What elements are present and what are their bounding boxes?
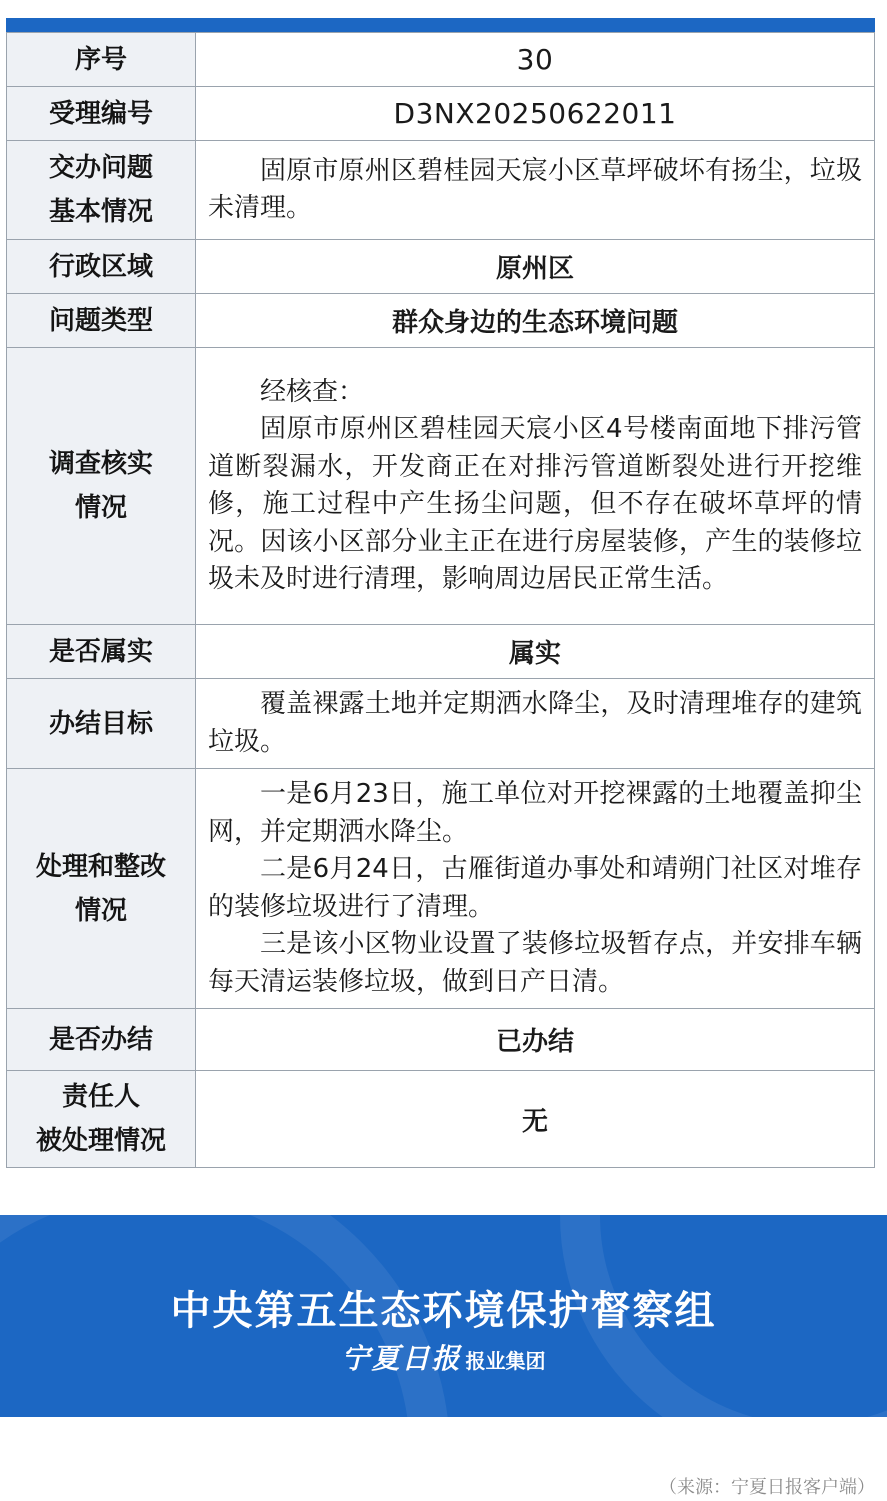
row-value-handling <box>196 769 875 1009</box>
row-value-verified: 属实 <box>196 625 875 679</box>
label-text: 交办问题 基本情况 <box>48 153 153 227</box>
row-value-region: 原州区 <box>196 240 875 294</box>
table-row <box>7 769 875 1009</box>
handling-paragraph: 二是6月24日，古雁街道办事处和靖朔门社区对堆存的装修垃圾进行了清理。 <box>208 854 862 922</box>
row-value-index <box>196 33 875 87</box>
case-table <box>6 32 875 1168</box>
table-row <box>7 1071 875 1168</box>
label-text: 调查核实 情况 <box>48 449 153 523</box>
investigation-paragraph: 经核查： <box>260 376 365 407</box>
label-text: 责任人 被处理情况 <box>35 1082 166 1156</box>
footer-banner <box>0 1215 887 1417</box>
case-number: D3NX20250622011 <box>393 97 677 130</box>
row-label-handling <box>7 769 196 1009</box>
row-label-issue-type: 问题类型 <box>7 294 196 348</box>
row-value-case-number <box>196 87 875 141</box>
row-label-completed: 是否办结 <box>7 1009 196 1071</box>
footer-title: 中央第五生态环境保护督察组 <box>170 1288 717 1334</box>
table-row <box>7 679 875 769</box>
row-value-completed: 已办结 <box>196 1009 875 1071</box>
table-row <box>7 87 875 141</box>
row-value-investigation <box>196 348 875 625</box>
table-row <box>7 348 875 625</box>
table-row <box>7 294 875 348</box>
row-label-investigation <box>7 348 196 625</box>
table-row <box>7 33 875 87</box>
row-label-index: 序号 <box>7 33 196 87</box>
brand-logo-text: 宁夏日报 <box>341 1342 462 1375</box>
source-note: （来源：宁夏日报客户端） <box>659 1477 875 1498</box>
goal-text: 覆盖裸露土地并定期洒水降尘，及时清理堆存的建筑垃圾。 <box>208 689 862 757</box>
row-label-goal: 办结目标 <box>7 679 196 769</box>
handling-paragraph: 一是6月23日，施工单位对开挖裸露的土地覆盖抑尘网，并定期洒水降尘。 <box>208 779 862 847</box>
row-value-issue-basic <box>196 141 875 240</box>
row-label-issue-basic <box>7 141 196 240</box>
table-row <box>7 141 875 240</box>
investigation-paragraph: 固原市原州区碧桂园天宸小区4号楼南面地下排污管道断裂漏水，开发商正在对排污管道断裂处进行开挖维修，施工过程中产生扬尘问题，但不存在破坏草坪的情况。因该小区部分业主正在进行房屋装修，产生的装修垃圾未及时进行清理，影响周边居民正常生活。 <box>208 414 862 594</box>
table-row <box>7 240 875 294</box>
row-label-case-number: 受理编号 <box>7 87 196 141</box>
row-label-region: 行政区域 <box>7 240 196 294</box>
brand-logo <box>0 1337 887 1377</box>
index-number: 30 <box>516 43 554 76</box>
table-row <box>7 625 875 679</box>
row-label-verified: 是否属实 <box>7 625 196 679</box>
handling-paragraph: 三是该小区物业设置了装修垃圾暂存点，并安排车辆每天清运装修垃圾，做到日产日清。 <box>208 929 862 997</box>
table-row <box>7 1009 875 1071</box>
header-bar <box>6 18 875 32</box>
row-value-issue-type: 群众身边的生态环境问题 <box>196 294 875 348</box>
brand-subtitle: 报业集团 <box>465 1349 546 1373</box>
issue-description: 固原市原州区碧桂园天宸小区草坪破坏有扬尘，垃圾未清理。 <box>208 155 862 223</box>
label-text: 处理和整改 情况 <box>35 851 166 926</box>
row-label-responsible <box>7 1071 196 1168</box>
row-value-goal <box>196 679 875 769</box>
row-value-responsible: 无 <box>196 1071 875 1168</box>
